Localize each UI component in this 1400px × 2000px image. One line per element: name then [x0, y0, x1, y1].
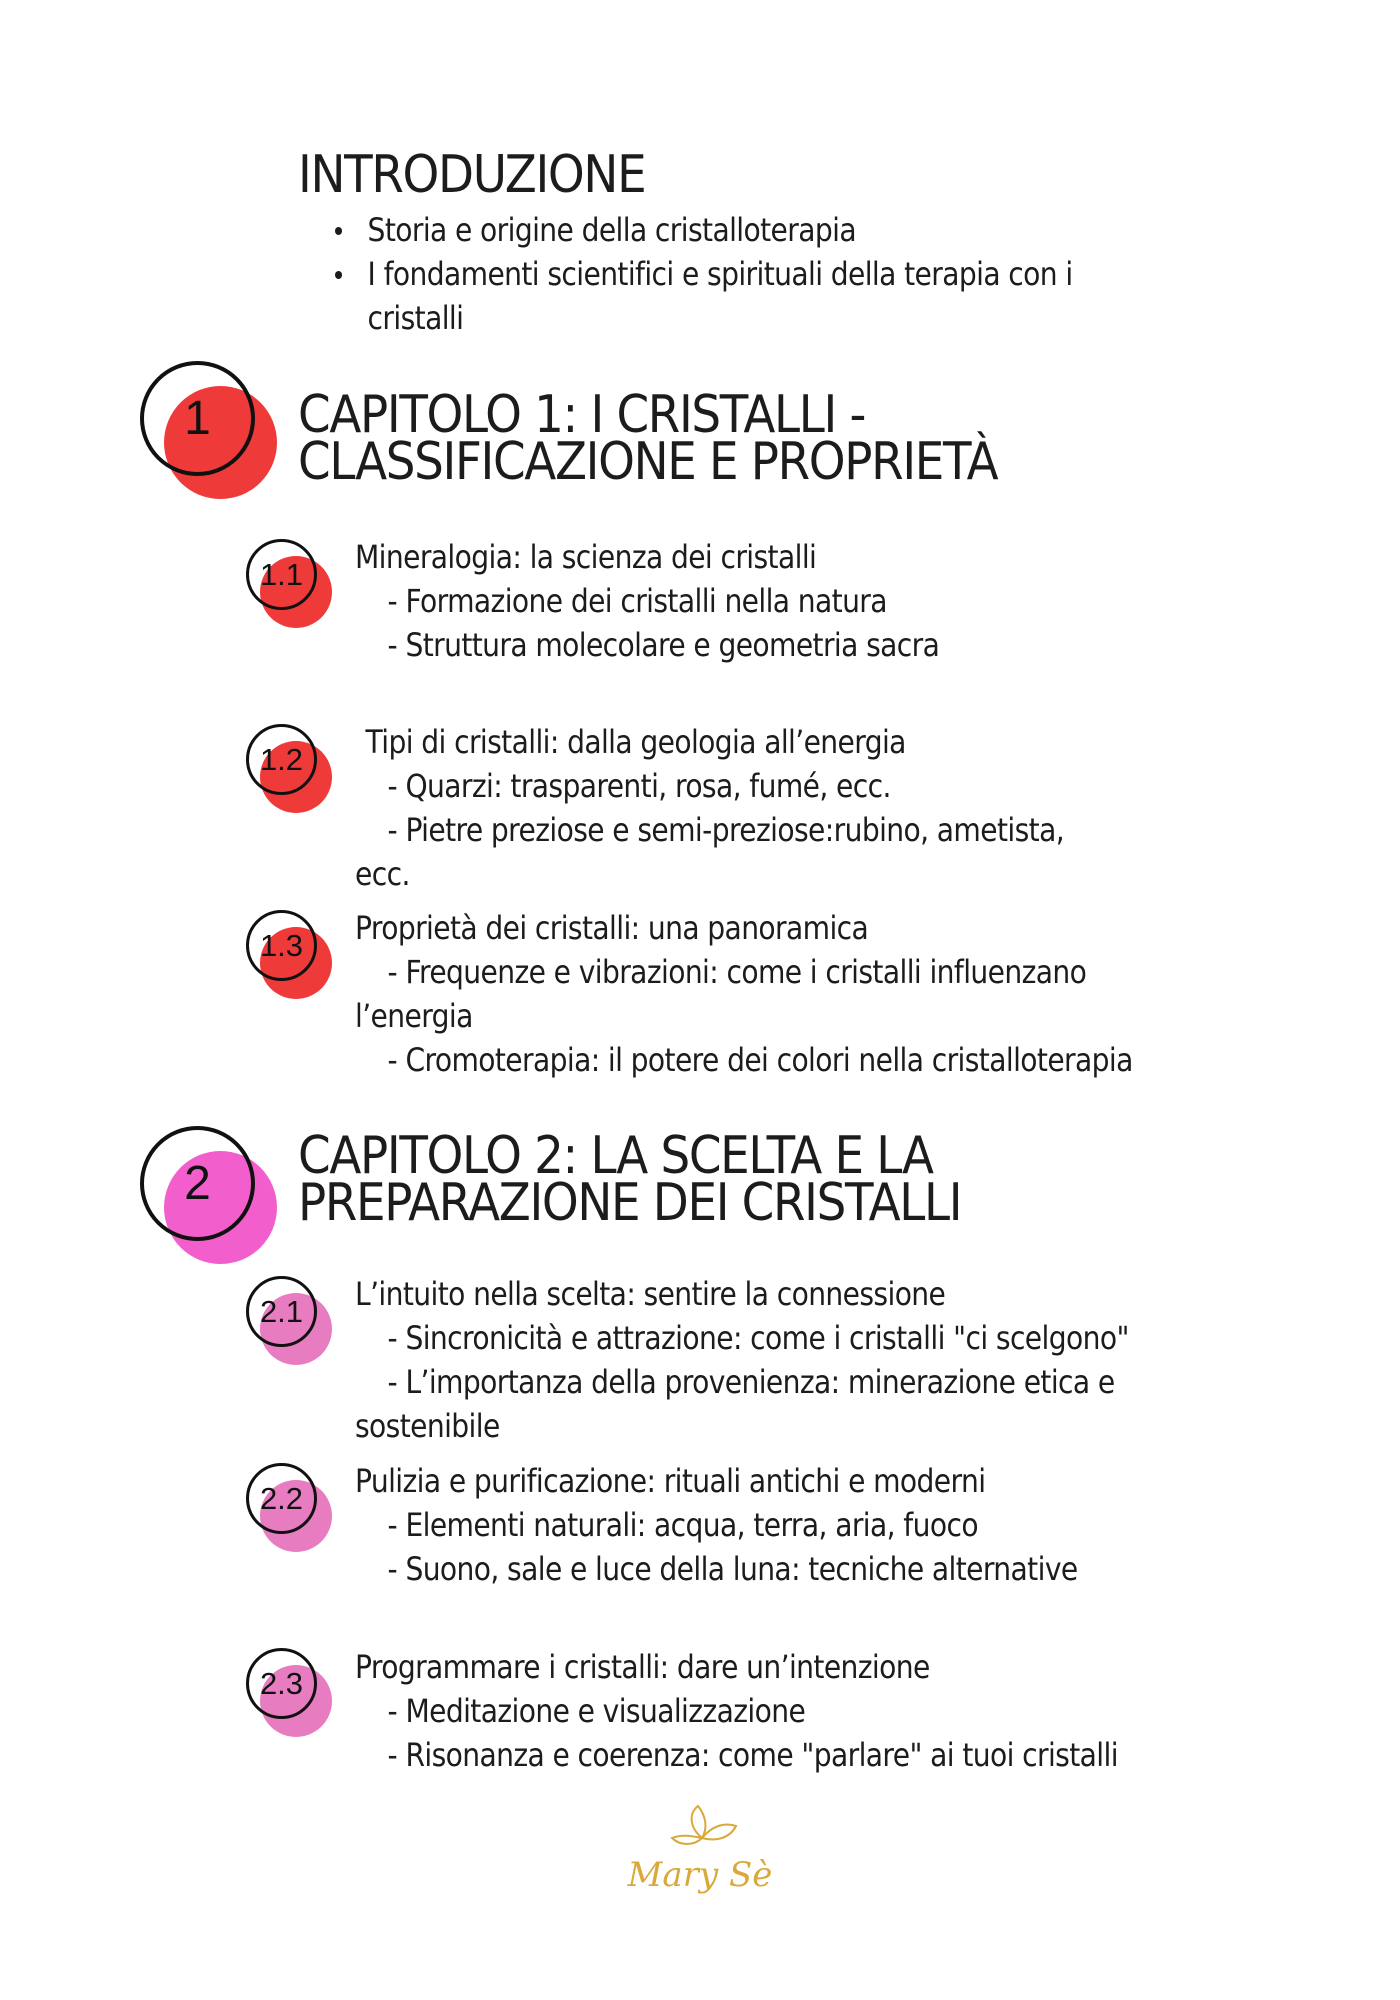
section-1-3-heading: Proprietà dei cristalli: una panoramica	[355, 909, 869, 947]
leaf-icon	[620, 1800, 780, 1920]
chapter-2-title-line-1: CAPITOLO 2: LA SCELTA E LA	[298, 1126, 933, 1186]
section-1-3-badge	[244, 908, 334, 998]
intro-item-1: Storia e origine della cristalloterapia	[335, 208, 1073, 252]
section-2-3-number: 2.3	[259, 1665, 304, 1701]
section-2-1-badge	[244, 1274, 334, 1364]
section-1-2-number: 1.2	[259, 741, 304, 777]
intro-list	[335, 208, 1073, 340]
section-1-3-number: 1.3	[259, 927, 304, 963]
chapter-1-badge	[138, 359, 278, 499]
chapter-1-title-line-2: CLASSIFICAZIONE E PROPRIETÀ	[298, 432, 998, 492]
section-1-3-sub-1-continued: l’energia	[355, 997, 473, 1035]
section-2-1-sub-1: - Sincronicità e attrazione: come i cristalli "ci scelgono"	[387, 1319, 1129, 1357]
logo	[620, 1800, 780, 1920]
section-1-1-number: 1.1	[259, 556, 304, 592]
section-1-3-sub-1: - Frequenze e vibrazioni: come i cristalli influenzano	[387, 953, 1087, 991]
section-2-3-heading: Programmare i cristalli: dare un’intenzione	[355, 1648, 930, 1686]
section-2-3-sub-2: - Risonanza e coerenza: come "parlare" ai tuoi cristalli	[387, 1736, 1118, 1774]
intro-item-2-continued: cristalli	[367, 299, 464, 337]
section-1-2-heading: Tipi di cristalli: dalla geologia all’energia	[365, 723, 906, 761]
section-2-3-text	[355, 1645, 1118, 1777]
section-1-1-sub-2: - Struttura molecolare e geometria sacra	[387, 626, 940, 664]
section-2-1-number: 2.1	[259, 1293, 304, 1329]
section-1-3-sub-2: - Cromoterapia: il potere dei colori nella cristalloterapia	[387, 1041, 1133, 1079]
section-2-1-text	[355, 1272, 1129, 1448]
section-2-2-sub-1: - Elementi naturali: acqua, terra, aria, fuoco	[387, 1506, 978, 1544]
section-1-2-sub-2-continued: ecc.	[355, 855, 410, 893]
section-1-2-badge	[244, 722, 334, 812]
section-1-1-heading: Mineralogia: la scienza dei cristalli	[355, 538, 817, 576]
logo-text: Mary Sè	[627, 1855, 773, 1895]
section-1-1-text	[355, 535, 939, 667]
section-2-3-sub-1: - Meditazione e visualizzazione	[387, 1692, 806, 1730]
section-1-2-sub-2: - Pietre preziose e semi-preziose:rubino, ametista,	[387, 811, 1065, 849]
section-2-2-badge	[244, 1461, 334, 1551]
chapter-2-title	[298, 1126, 962, 1233]
section-2-2-sub-2: - Suono, sale e luce della luna: tecniche alternative	[387, 1550, 1078, 1588]
intro-item-2: I fondamenti scientifici e spirituali della terapia con i	[335, 252, 1073, 296]
section-2-2-text	[355, 1459, 1078, 1591]
section-1-2-sub-1: - Quarzi: trasparenti, rosa, fumé, ecc.	[387, 767, 891, 805]
section-1-2-text	[355, 720, 1064, 896]
chapter-2-badge	[138, 1124, 278, 1264]
section-1-1-badge	[244, 537, 334, 627]
intro-title: INTRODUZIONE	[298, 145, 646, 205]
chapter-1-title-line-1: CAPITOLO 1: I CRISTALLI -	[298, 385, 865, 445]
section-2-1-sub-2-continued: sostenibile	[355, 1407, 500, 1445]
chapter-1-number: 1	[184, 392, 211, 445]
chapter-2-number: 2	[184, 1157, 211, 1210]
section-2-1-heading: L’intuito nella scelta: sentire la connessione	[355, 1275, 946, 1313]
section-2-2-heading: Pulizia e purificazione: rituali antichi e moderni	[355, 1462, 986, 1500]
section-1-1-sub-1: - Formazione dei cristalli nella natura	[387, 582, 887, 620]
section-2-2-number: 2.2	[259, 1480, 304, 1516]
section-2-3-badge	[244, 1646, 334, 1736]
chapter-2-title-line-2: PREPARAZIONE DEI CRISTALLI	[298, 1173, 962, 1233]
section-1-3-text	[355, 906, 1133, 1082]
section-2-1-sub-2: - L’importanza della provenienza: minerazione etica e	[387, 1363, 1115, 1401]
chapter-1-title	[298, 385, 998, 492]
